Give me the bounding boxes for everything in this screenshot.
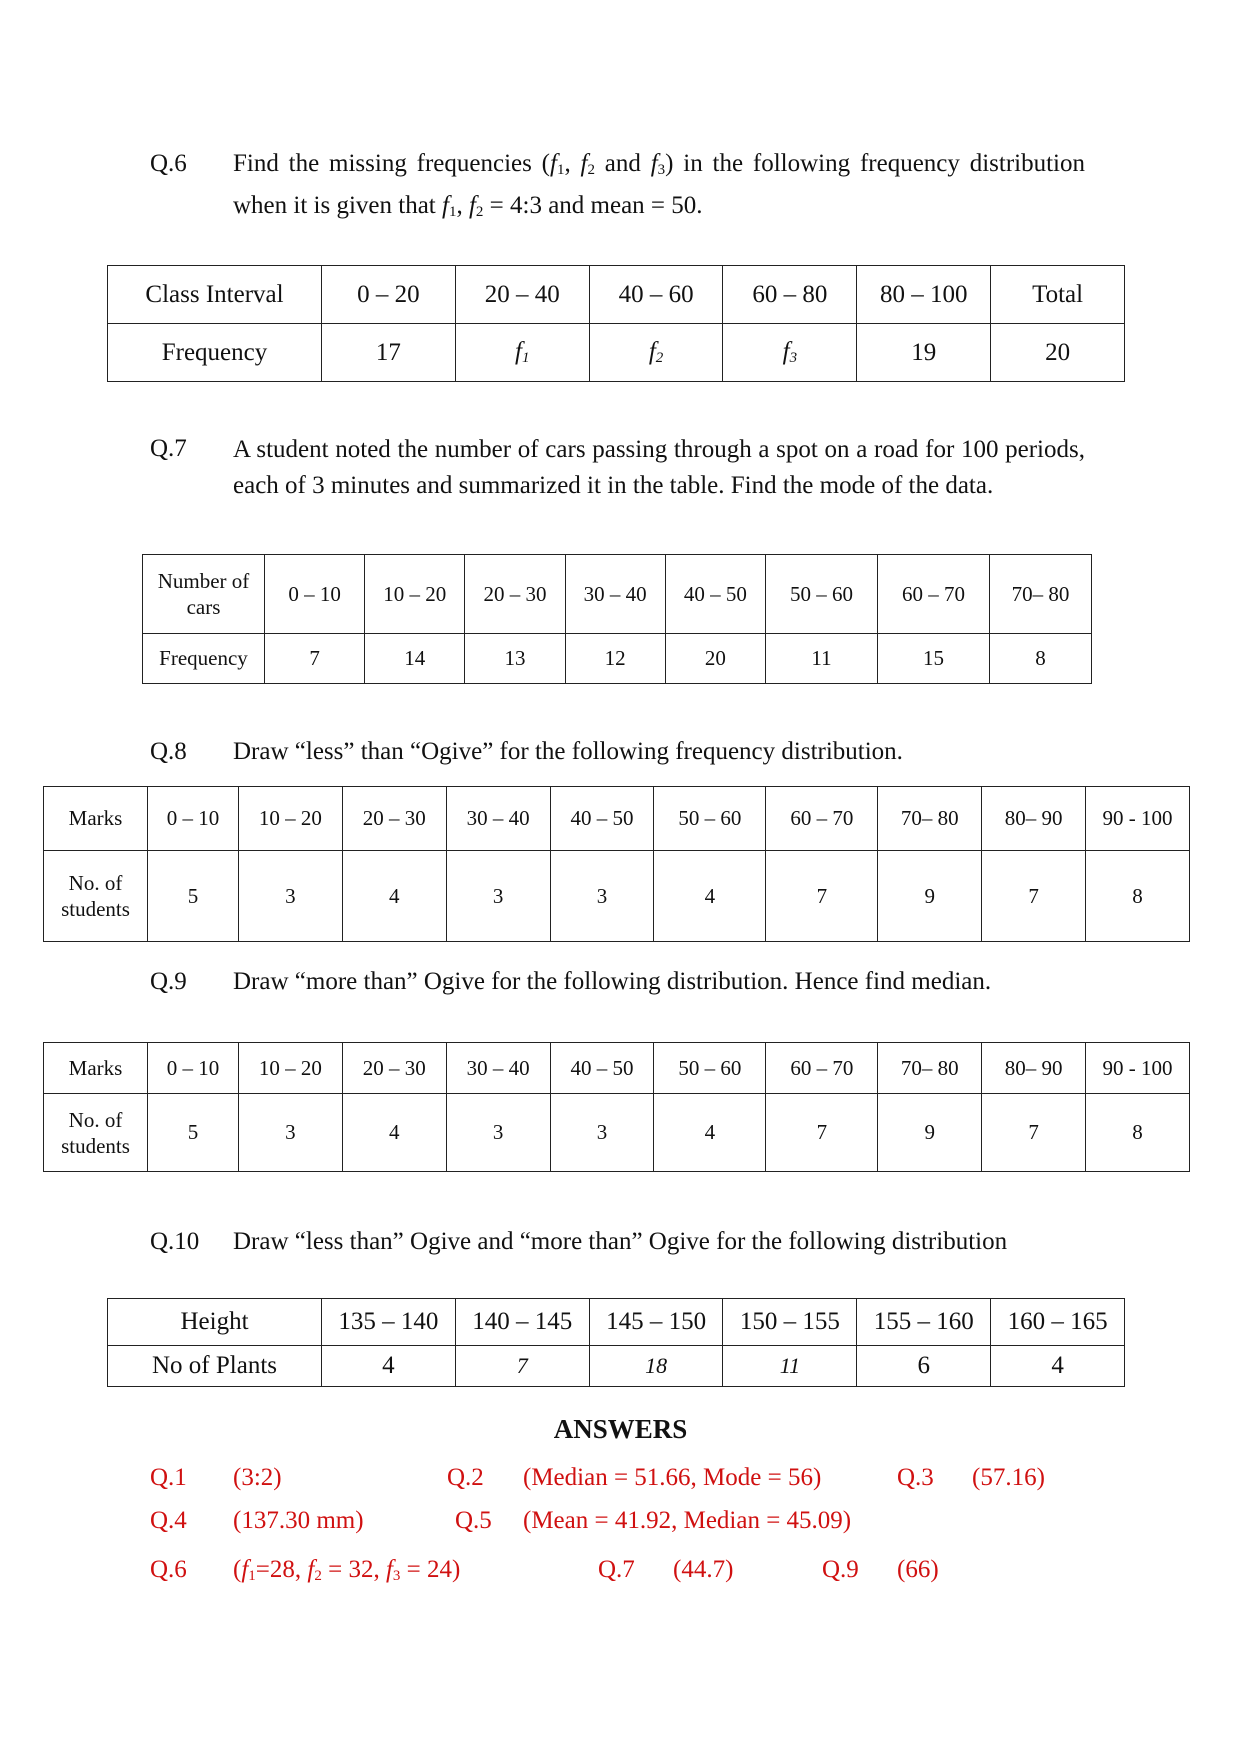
q9-head-cell: 10 – 20 [239, 1043, 343, 1094]
q9-cell: 7 [982, 1094, 1086, 1172]
q7-table [142, 554, 1092, 684]
q6-cell: 19 [857, 324, 991, 382]
q10-head-cell: Height [108, 1299, 322, 1346]
q9-head-cell: 50 – 60 [654, 1043, 766, 1094]
q8-students-row [44, 851, 1190, 942]
q8-cell: 3 [446, 851, 550, 942]
q10-head-cell: 145 – 150 [589, 1299, 723, 1346]
q7-head-cell: 50 – 60 [766, 555, 878, 634]
q7-head-cell: 70– 80 [990, 555, 1092, 634]
q7-text: A student noted the number of cars passing through a spot on a road for 100 periods, each of 3 minutes and summarized it in the table. Find the mode of the data. [233, 436, 1085, 499]
q9-head-cell: 30 – 40 [446, 1043, 550, 1094]
q7-head-cell: 60 – 70 [878, 555, 990, 634]
q6-header-row [108, 266, 1125, 324]
q8-head-cell: 60 – 70 [766, 787, 878, 851]
q7-cell: Frequency [143, 634, 265, 684]
q8-cell: 3 [550, 851, 654, 942]
q8-cell: 3 [239, 851, 343, 942]
q9-cell: 4 [342, 1094, 446, 1172]
q7-header-row [143, 555, 1092, 634]
answer-q1-number: Q.1 [150, 1464, 187, 1491]
q7-head-cell: Number of cars [143, 555, 265, 634]
answer-q5-number: Q.5 [455, 1507, 492, 1534]
answer-q1-value: (3:2) [233, 1464, 282, 1491]
q9-cell: No. of students [44, 1094, 148, 1172]
q8-cell: 9 [878, 851, 982, 942]
q8-cell: 7 [982, 851, 1086, 942]
q8-cell: 4 [654, 851, 766, 942]
q7-cell: 14 [365, 634, 465, 684]
q9-head-cell: 90 - 100 [1086, 1043, 1190, 1094]
q6-head-cell: Class Interval [108, 266, 322, 324]
q9-head-cell: 60 – 70 [766, 1043, 878, 1094]
q10-cell: 11 [723, 1346, 857, 1387]
q7-cell: 13 [465, 634, 565, 684]
q7-cell: 7 [265, 634, 365, 684]
q6-cell: 20 [991, 324, 1125, 382]
q7-number: Q.7 [150, 435, 187, 462]
q9-table [43, 1042, 1190, 1172]
answer-q6-value: ($f_1=28$, $f_2 = 32$, $f_3 = 24$) [233, 1556, 461, 1584]
q9-cell: 3 [239, 1094, 343, 1172]
q10-cell: 4 [322, 1346, 456, 1387]
q9-head-cell: 40 – 50 [550, 1043, 654, 1094]
q8-head-cell: Marks [44, 787, 148, 851]
q6-number: Q.6 [150, 150, 187, 177]
q9-cell: 4 [654, 1094, 766, 1172]
q9-head-cell: 80– 90 [982, 1043, 1086, 1094]
q10-cell: 18 [589, 1346, 723, 1387]
q8-head-cell: 0 – 10 [148, 787, 239, 851]
q7-cell: 12 [565, 634, 665, 684]
q8-head-cell: 10 – 20 [239, 787, 343, 851]
answer-q3-value: (57.16) [972, 1464, 1045, 1491]
q9-head-cell: Marks [44, 1043, 148, 1094]
q6-cell-f3: $f_3$ [723, 324, 857, 382]
q10-cell: No of Plants [108, 1346, 322, 1387]
q6-head-cell: 40 – 60 [589, 266, 723, 324]
q7-cell: 15 [878, 634, 990, 684]
q10-header-row [108, 1299, 1125, 1346]
q9-text: Draw “more than” Ogive for the following distribution. Hence find median. [233, 968, 992, 995]
q7-cell: 8 [990, 634, 1092, 684]
q10-table [107, 1298, 1125, 1387]
q9-number: Q.9 [150, 968, 187, 995]
q6-cell-f2: $f_2$ [589, 324, 723, 382]
q6-cell: Frequency [108, 324, 322, 382]
answer-q6-number: Q.6 [150, 1556, 187, 1583]
q8-head-cell: 20 – 30 [342, 787, 446, 851]
q7-head-cell: 0 – 10 [265, 555, 365, 634]
q7-cell: 20 [665, 634, 765, 684]
q10-head-cell: 135 – 140 [322, 1299, 456, 1346]
q8-text: Draw “less” than “Ogive” for the following frequency distribution. [233, 738, 903, 765]
q9-cell: 8 [1086, 1094, 1190, 1172]
q9-head-cell: 0 – 10 [148, 1043, 239, 1094]
q6-head-cell: 20 – 40 [455, 266, 589, 324]
q9-head-cell: 70– 80 [878, 1043, 982, 1094]
q8-cell: 5 [148, 851, 239, 942]
answer-q7-value: (44.7) [673, 1556, 734, 1583]
q7-head-cell: 30 – 40 [565, 555, 665, 634]
q10-cell: 7 [455, 1346, 589, 1387]
answers-title: ANSWERS [553, 1414, 688, 1444]
q9-header-row [44, 1043, 1190, 1094]
q6-head-cell: 60 – 80 [723, 266, 857, 324]
answer-q3-number: Q.3 [897, 1464, 934, 1491]
q8-head-cell: 80– 90 [982, 787, 1086, 851]
q6-text: Find the missing frequencies ($f_1$, $f_2$ and $f_3$) in the following frequency distribution when it is given that $f_1$, $f_2$ = 4:3 and mean = 50. [233, 150, 1085, 220]
answer-q2-value: (Median = 51.66, Mode = 56) [523, 1464, 822, 1491]
q9-cell: 5 [148, 1094, 239, 1172]
q10-head-cell: 155 – 160 [857, 1299, 991, 1346]
q10-cell: 6 [857, 1346, 991, 1387]
q6-frequency-row [108, 324, 1125, 382]
q10-text: Draw “less than” Ogive and “more than” Ogive for the following distribution [233, 1228, 1008, 1255]
answer-q4-number: Q.4 [150, 1507, 187, 1534]
q10-plants-row [108, 1346, 1125, 1387]
q7-head-cell: 20 – 30 [465, 555, 565, 634]
q8-head-cell: 50 – 60 [654, 787, 766, 851]
q10-head-cell: 160 – 165 [991, 1299, 1125, 1346]
q6-cell-f1: $f_1$ [455, 324, 589, 382]
q6-cell: 17 [322, 324, 456, 382]
answer-q9-value: (66) [897, 1556, 939, 1583]
q8-header-row [44, 787, 1190, 851]
q6-head-cell: Total [991, 266, 1125, 324]
answer-q2-number: Q.2 [447, 1464, 484, 1491]
q9-cell: 3 [446, 1094, 550, 1172]
q8-cell: 7 [766, 851, 878, 942]
q8-head-cell: 90 - 100 [1086, 787, 1190, 851]
q9-cell: 3 [550, 1094, 654, 1172]
q9-head-cell: 20 – 30 [342, 1043, 446, 1094]
q10-number: Q.10 [150, 1228, 200, 1255]
q9-students-row [44, 1094, 1190, 1172]
q8-number: Q.8 [150, 738, 187, 765]
answer-q5-value: (Mean = 41.92, Median = 45.09) [523, 1507, 852, 1534]
q10-head-cell: 150 – 155 [723, 1299, 857, 1346]
q6-table [107, 265, 1125, 382]
q7-head-cell: 10 – 20 [365, 555, 465, 634]
q8-table [43, 786, 1190, 942]
q7-head-cell: 40 – 50 [665, 555, 765, 634]
answer-q7-number: Q.7 [598, 1556, 635, 1583]
q8-head-cell: 40 – 50 [550, 787, 654, 851]
q7-cell: 11 [766, 634, 878, 684]
q7-frequency-row [143, 634, 1092, 684]
q6-head-cell: 0 – 20 [322, 266, 456, 324]
q8-cell: No. of students [44, 851, 148, 942]
q9-cell: 9 [878, 1094, 982, 1172]
q8-head-cell: 30 – 40 [446, 787, 550, 851]
q8-head-cell: 70– 80 [878, 787, 982, 851]
q9-cell: 7 [766, 1094, 878, 1172]
q8-cell: 8 [1086, 851, 1190, 942]
q10-cell: 4 [991, 1346, 1125, 1387]
q6-head-cell: 80 – 100 [857, 266, 991, 324]
q10-head-cell: 140 – 145 [455, 1299, 589, 1346]
answer-q4-value: (137.30 mm) [233, 1507, 364, 1534]
q8-cell: 4 [342, 851, 446, 942]
answer-q9-number: Q.9 [822, 1556, 859, 1583]
